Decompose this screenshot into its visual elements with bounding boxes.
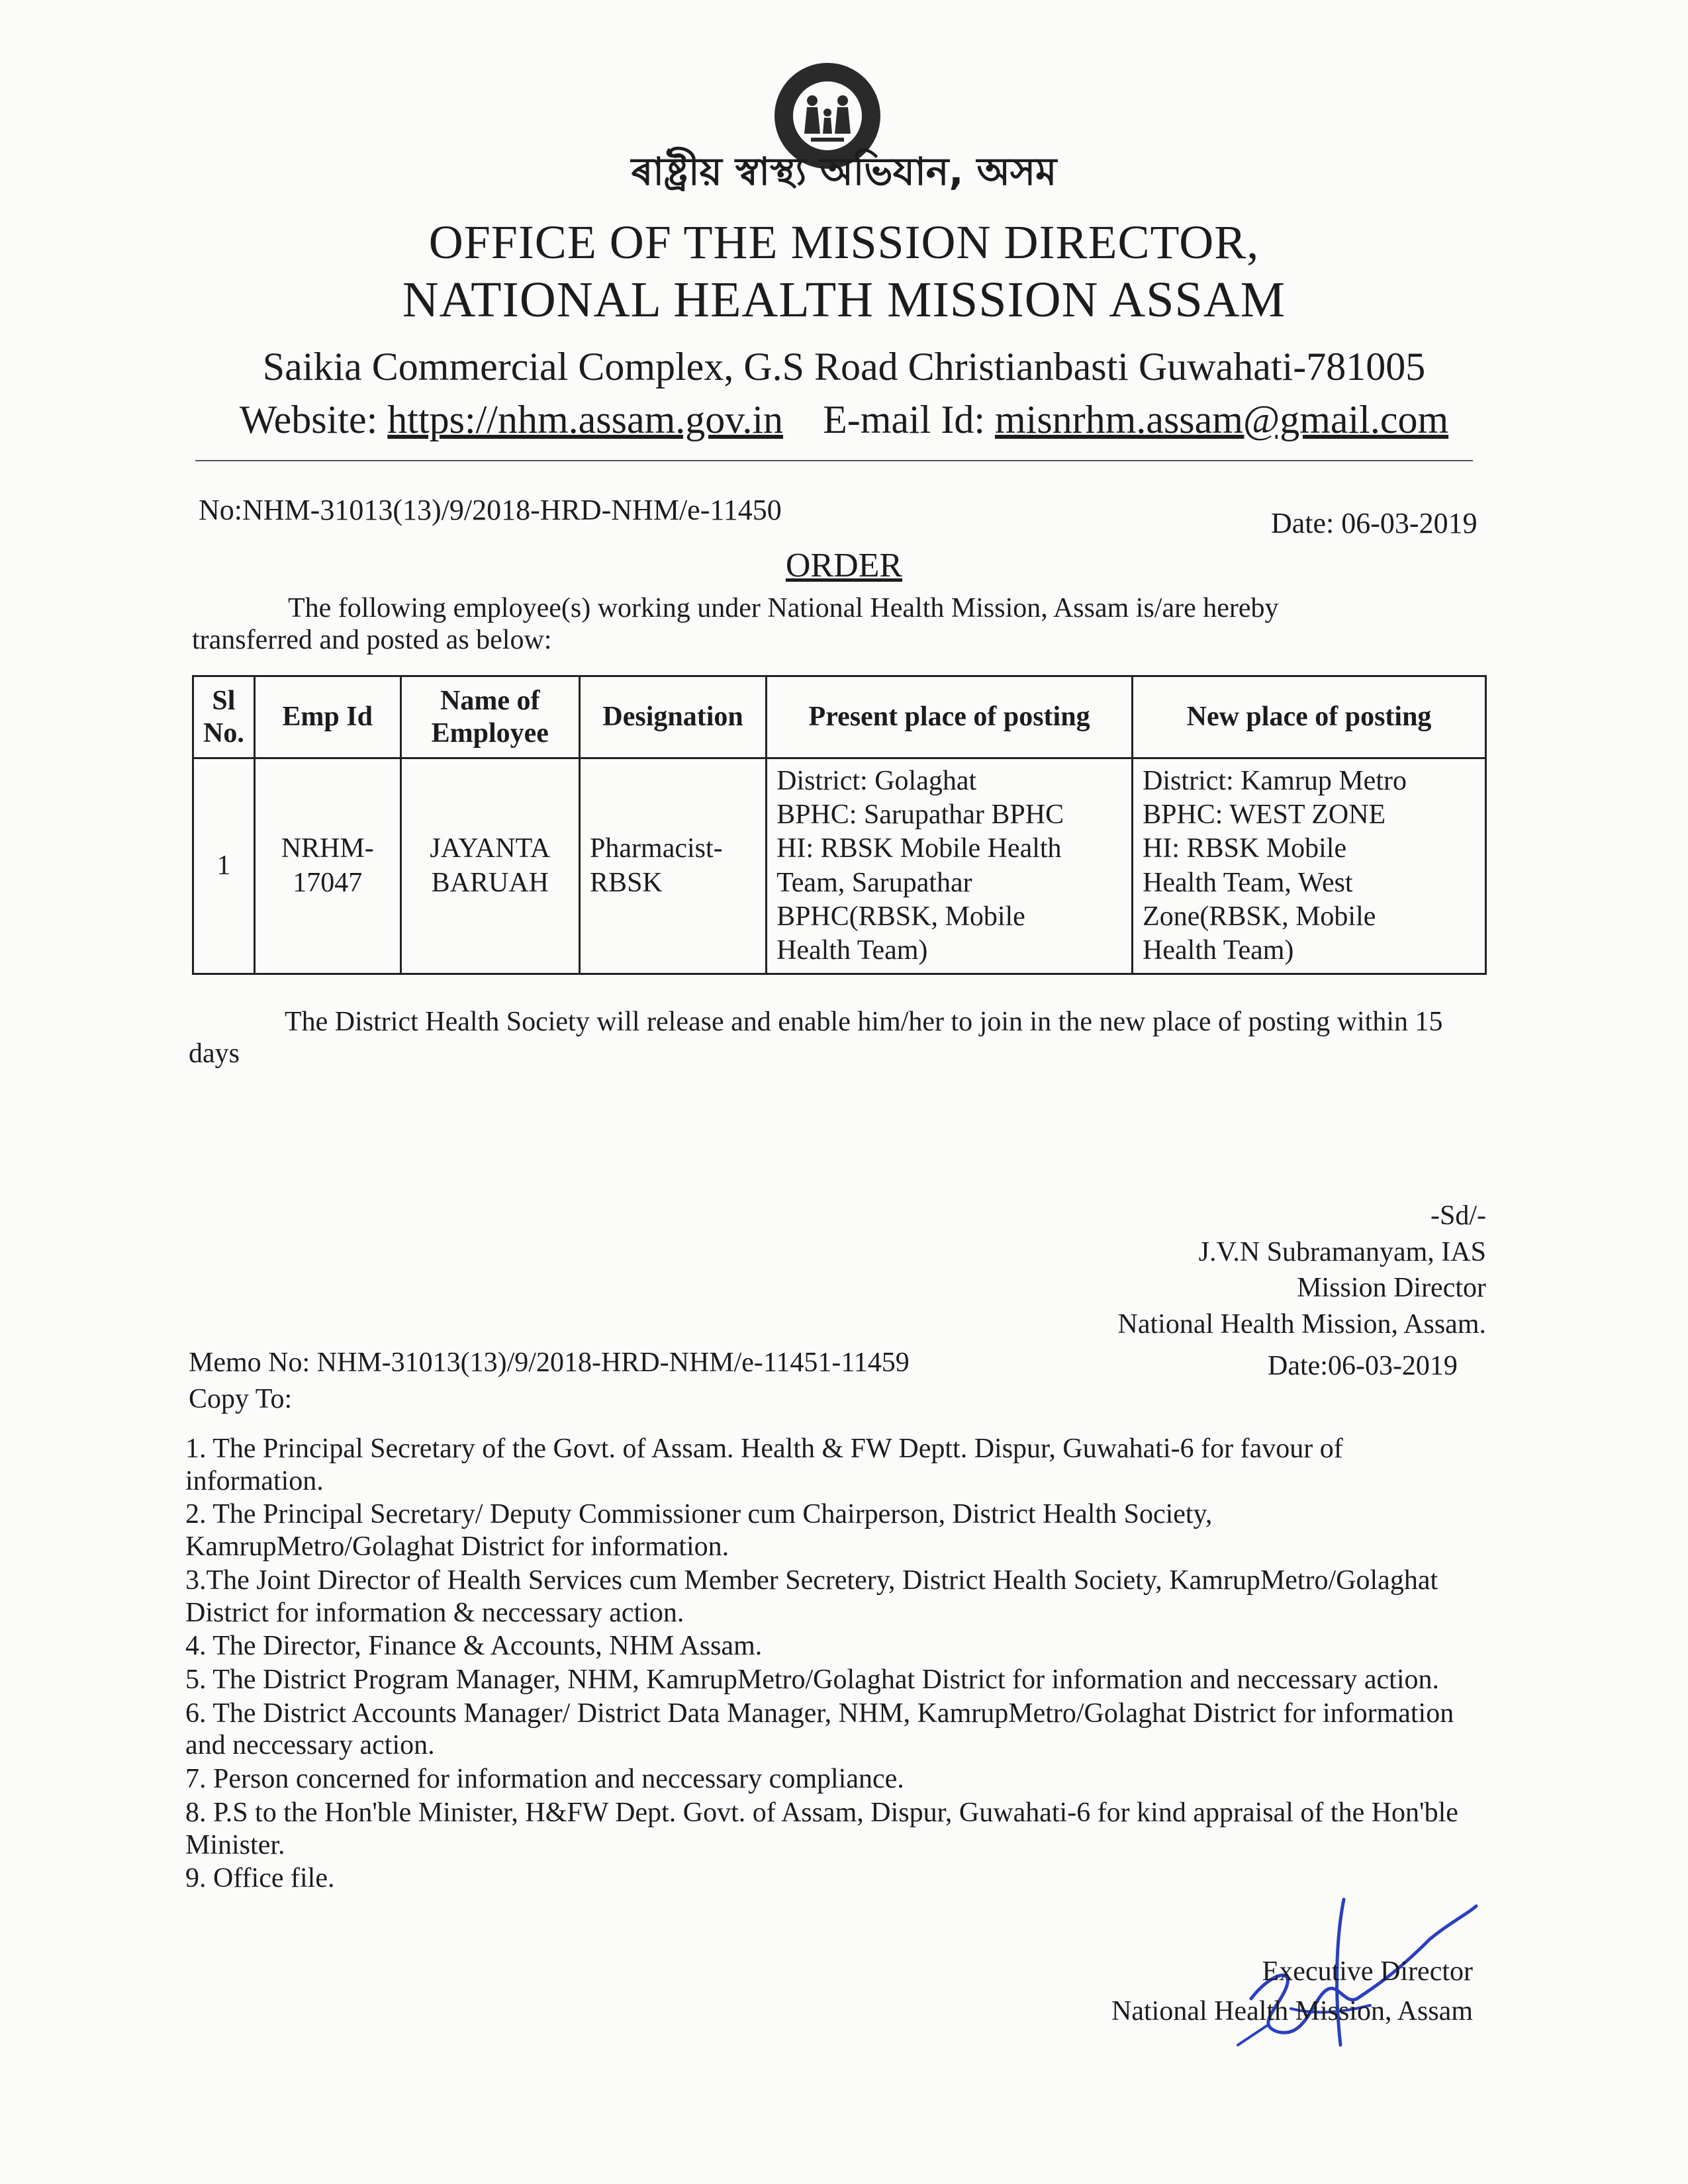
new-line: HI: RBSK Mobile [1143, 833, 1347, 864]
website-link[interactable]: https://nhm.assam.gov.in [387, 398, 784, 441]
table-header-row [193, 676, 1486, 758]
col-header-designation: Designation [580, 676, 767, 758]
cell-sl: 1 [193, 758, 255, 974]
contact-line [0, 397, 1688, 443]
table-row [193, 758, 1486, 974]
new-line: Health Team) [1143, 935, 1294, 966]
website-label: Website: [239, 398, 388, 441]
new-line: Zone(RBSK, Mobile [1143, 901, 1376, 932]
col-header-new-posting: New place of posting [1133, 676, 1486, 758]
memo-date: Date:06-03-2019 [1268, 1351, 1458, 1381]
present-line: BPHC: Sarupathar BPHC [776, 799, 1064, 831]
list-item: 6. The District Accounts Manager/ District Data Manager, NHM, KamrupMetro/Golaghat District for information and neccessary action. [185, 1698, 1454, 1761]
present-line: Health Team) [776, 935, 928, 966]
office-address: Saikia Commercial Complex, G.S Road Christianbasti Guwahati-781005 [262, 345, 1426, 388]
release-instruction: The District Health Society will release and enable him/her to join in the new place of posting within 15 days [189, 1007, 1443, 1069]
list-item: 1. The Principal Secretary of the Govt. of Assam. Health & FW Deptt. Dispur, Guwahati-6 for favour of information. [185, 1433, 1343, 1496]
order-date: Date: 06-03-2019 [1271, 507, 1477, 539]
org-name-bengali: ৰাষ্ট্ৰীয় স্বাস্থ্য অভিযান, অসম [631, 149, 1057, 194]
cell-new-posting [1133, 758, 1486, 974]
present-line: District: Golaghat [776, 766, 977, 796]
list-item: 2. The Principal Secretary/ Deputy Commissioner cum Chairperson, District Health Society, KamrupMetro/Golaghat District for information. [185, 1499, 1213, 1563]
list-item: 3.The Joint Director of Health Services cum Member Secretery, District Health Society, KamrupMetro/Golaghat District for information & neccessary action. [185, 1565, 1438, 1628]
cell-emp-id: NRHM-17047 [254, 758, 400, 974]
memo-no: Memo No: NHM-31013(13)/9/2018-HRD-NHM/e-11451-11459 [189, 1347, 910, 1378]
order-title: ORDER [785, 547, 903, 584]
office-title-line2: NATIONAL HEALTH MISSION ASSAM [402, 272, 1286, 328]
cell-designation: Pharmacist-RBSK [580, 758, 767, 974]
header-divider [195, 460, 1473, 461]
cell-name: JAYANTA BARUAH [400, 758, 579, 974]
col-header-emp-id: Emp Id [254, 676, 400, 758]
list-item: 4. The Director, Finance & Accounts, NHM Assam. [185, 1631, 763, 1662]
order-intro: The following employee(s) working under National Health Mission, Assam is/are hereby transferred and posted as below: [192, 593, 1279, 656]
list-item: 9. Office file. [185, 1863, 335, 1894]
signed-mark: -Sd/- [1430, 1201, 1486, 1231]
col-header-name: Name of Employee [400, 676, 579, 758]
list-item: 8. P.S to the Hon'ble Minister, H&FW Dept. Govt. of Assam, Dispur, Guwahati-6 for kind appraisal of the Hon'ble Minister. [185, 1797, 1458, 1860]
cell-present-posting [767, 758, 1133, 974]
list-item: 5. The District Program Manager, NHM, KamrupMetro/Golaghat District for information and neccessary action. [185, 1664, 1440, 1696]
new-line: Health Team, West [1143, 867, 1353, 898]
copy-to-list [185, 1433, 1483, 1896]
list-item: 7. Person concerned for information and neccessary compliance. [185, 1764, 904, 1795]
col-header-present-posting: Present place of posting [767, 676, 1133, 758]
present-line: HI: RBSK Mobile Health [776, 833, 1062, 864]
order-ref-no: No:NHM-31013(13)/9/2018-HRD-NHM/e-11450 [199, 494, 782, 526]
office-title-line1: OFFICE OF THE MISSION DIRECTOR, [428, 216, 1260, 269]
email-link[interactable]: misnrhm.assam@gmail.com [994, 398, 1449, 441]
new-line: BPHC: WEST ZONE [1143, 799, 1386, 831]
present-line: Team, Sarupathar [776, 867, 972, 898]
signatory-name: J.V.N Subramanyam, IAS [1198, 1236, 1486, 1267]
exec-org: National Health Mission, Assam [1111, 1996, 1473, 2026]
transfer-table [192, 675, 1487, 975]
col-header-sl: Sl No. [193, 676, 255, 758]
present-line: BPHC(RBSK, Mobile [776, 901, 1025, 932]
signatory-org: National Health Mission, Assam. [1117, 1308, 1486, 1340]
email-label: E-mail Id: [823, 398, 995, 441]
copy-to-label: Copy To: [189, 1384, 293, 1414]
signatory-title: Mission Director [1297, 1273, 1486, 1304]
new-line: District: Kamrup Metro [1143, 766, 1407, 796]
signatory-block [1118, 1198, 1486, 1342]
exec-title: Executive Director [1262, 1956, 1473, 1987]
